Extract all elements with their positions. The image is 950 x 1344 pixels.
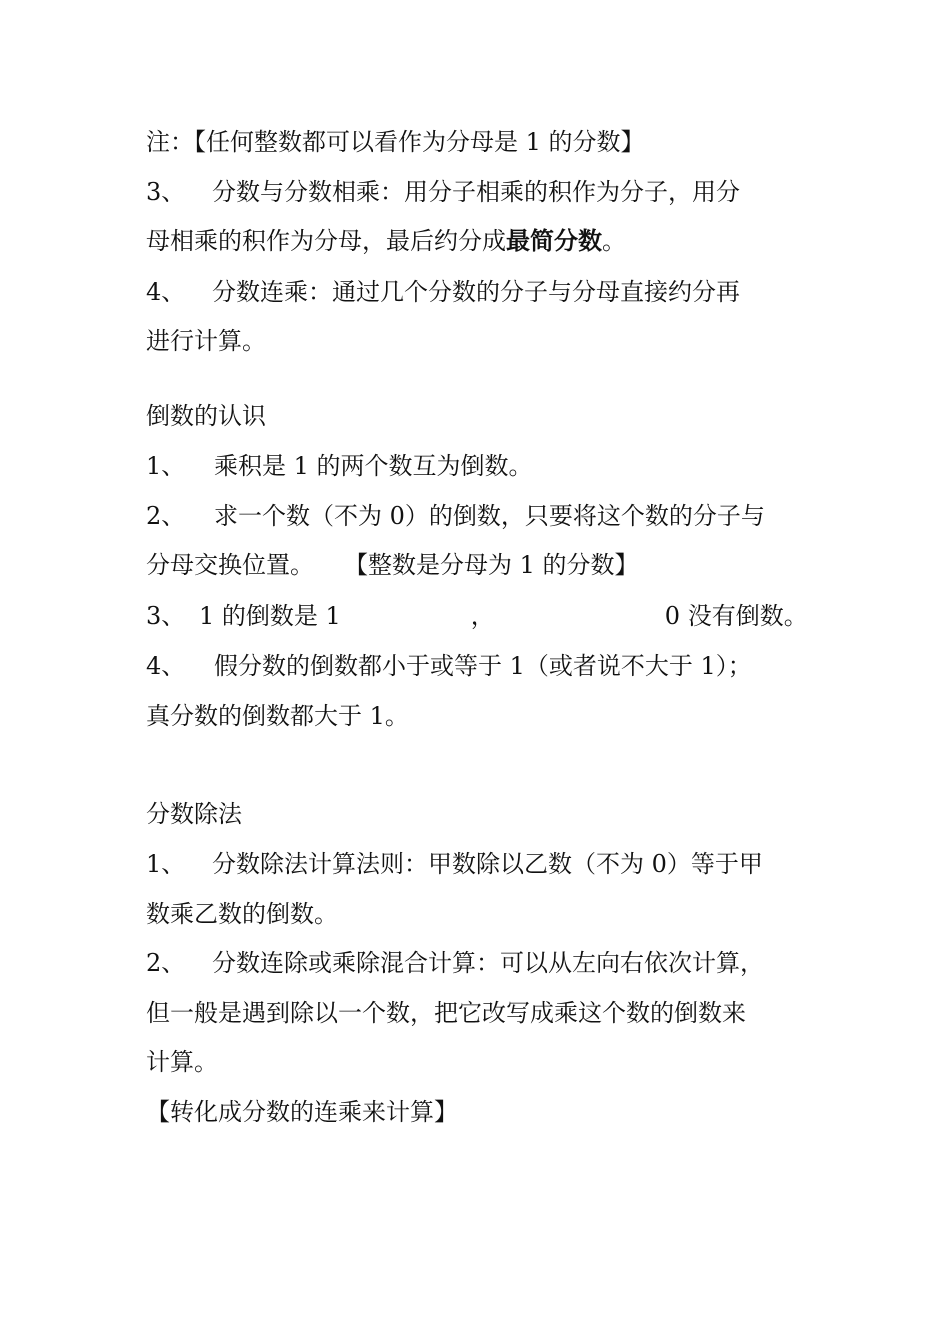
note-text: 注：【任何整数都可以看作为分母是 1 的分数】 [146, 128, 645, 156]
item-text: 假分数的倒数都小于或等于 1（或者说不大于 1）； [214, 652, 752, 680]
item-number: 2、 [146, 949, 186, 977]
item-text-end: 。 [602, 227, 626, 255]
item-number: 2、 [146, 502, 186, 530]
div-item-2-line-3 [146, 1046, 218, 1078]
recip-item-4-line-2 [146, 700, 409, 732]
item-text-part-2: ， [470, 602, 495, 630]
item-number: 3、 [146, 602, 186, 630]
recip-item-2-line-2 [146, 549, 639, 581]
recip-item-3 [146, 600, 808, 632]
div-item-1-line-1 [146, 848, 763, 880]
bold-term-simplest-fraction: 最简分数 [506, 227, 602, 255]
item-number: 4、 [146, 652, 186, 680]
item-text: 分数连除或乘除混合计算：可以从左向右依次计算， [212, 949, 764, 977]
recip-item-1 [146, 450, 533, 482]
item-number: 1、 [146, 850, 186, 878]
div-item-1-line-2 [146, 898, 338, 930]
heading-reciprocal [146, 400, 266, 432]
item-text-part-1: 1 的倒数是 1 [199, 602, 341, 630]
item-text: 数乘乙数的倒数。 [146, 900, 338, 928]
item-text: 计算。 [146, 1048, 218, 1076]
item-number: 4、 [146, 278, 186, 306]
item-text: 但一般是遇到除以一个数，把它改写成乘这个数的倒数来 [146, 999, 746, 1027]
item-text: 乘积是 1 的两个数互为倒数。 [214, 452, 533, 480]
item-text: 分母交换位置。 [146, 551, 314, 579]
item-text: 分数与分数相乘：用分子相乘的积作为分子，用分 [212, 178, 740, 206]
integer-note: 【整数是分母为 1 的分数】 [344, 551, 639, 579]
item-text: 求一个数（不为 0）的倒数，只要将这个数的分子与 [214, 502, 765, 530]
heading-division [146, 798, 242, 830]
note-integer-as-fraction [146, 126, 645, 158]
item-text: 分数除法计算法则：甲数除以乙数（不为 0）等于甲 [212, 850, 763, 878]
recip-item-2-line-1 [146, 500, 765, 532]
item-text: 母相乘的积作为分母，最后约分成 [146, 227, 506, 255]
recip-item-4-line-1 [146, 650, 752, 682]
mult-item-4-line-2 [146, 325, 266, 357]
mult-item-4-line-1 [146, 276, 740, 308]
div-item-2-line-1 [146, 947, 764, 979]
item-text: 真分数的倒数都大于 1。 [146, 702, 409, 730]
item-text-part-3: 0 没有倒数。 [664, 602, 808, 630]
tip-text: 【转化成分数的连乘来计算】 [146, 1098, 458, 1126]
item-number: 1、 [146, 452, 186, 480]
item-text: 进行计算。 [146, 327, 266, 355]
section-heading: 分数除法 [146, 800, 242, 828]
mult-item-3-line-1 [146, 176, 740, 208]
div-item-2-line-2 [146, 997, 746, 1029]
mult-item-3-line-2 [146, 225, 626, 257]
item-text: 分数连乘：通过几个分数的分子与分母直接约分再 [212, 278, 740, 306]
tip-continuous-multiplication [146, 1096, 458, 1128]
item-number: 3、 [146, 178, 186, 206]
section-heading: 倒数的认识 [146, 402, 266, 430]
